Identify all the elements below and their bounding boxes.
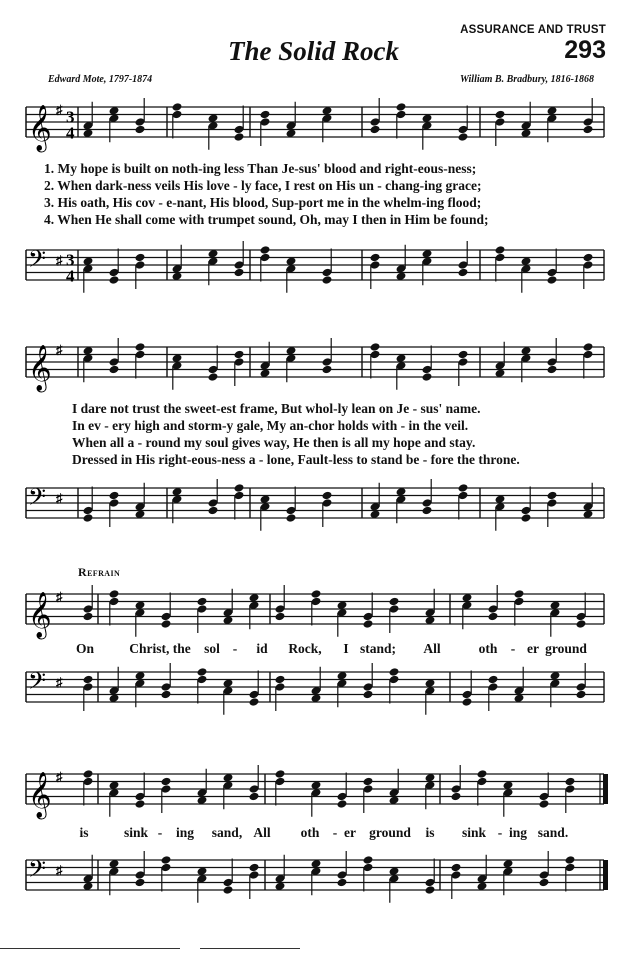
lyric-word: oth: [478, 641, 498, 656]
note-head: [337, 799, 348, 809]
note-head: [495, 245, 506, 255]
note-head: [370, 125, 381, 135]
note-head: [521, 513, 532, 523]
verse-3-line: 3. His oath, His cov - e-nant, His blood, Sup-port me in the whelm-ing flood;: [44, 195, 482, 210]
lyric-word: sink: [461, 825, 487, 840]
verse-2-line-b: In ev - ery high and storm-y gale, My an-chor holds with - in the veil.: [72, 418, 469, 433]
staff-treble-1: [0, 95, 640, 155]
hymn-category: ASSURANCE AND TRUST: [460, 24, 606, 36]
note-head: [547, 365, 558, 375]
key-signature-sharp-icon: ♯: [56, 252, 63, 268]
footer-rule-right: [200, 948, 300, 949]
note-head: [109, 589, 120, 599]
note-head: [197, 597, 208, 607]
note-head: [161, 855, 172, 865]
lyric-word: ing: [175, 825, 195, 840]
refrain-lyrics-line-2: [0, 825, 640, 845]
note-head: [583, 342, 594, 352]
note-head: [135, 125, 146, 135]
note-head: [249, 697, 260, 707]
footer-rule-left: [0, 948, 180, 949]
note-head: [389, 667, 400, 677]
bass-clef-icon: 𝄢: [28, 244, 47, 278]
staff-treble-3: [0, 582, 640, 642]
note-head: [83, 612, 94, 622]
composer-credit: William B. Bradbury, 1816-1868: [460, 74, 594, 85]
note-head: [275, 612, 286, 622]
verse-3-line-b: When all a - round my soul gives way, He then is all my hope and stay.: [72, 435, 476, 450]
lyric-word: -: [232, 641, 238, 656]
note-head: [451, 792, 462, 802]
note-head: [458, 483, 469, 493]
note-head: [363, 619, 374, 629]
note-head: [286, 513, 297, 523]
key-signature-sharp-icon: ♯: [56, 490, 63, 506]
note-head: [249, 863, 260, 873]
verse-lyrics-block-2: [72, 400, 632, 468]
verse-4-line: 4. When He shall come with trumpet sound, Oh, may I then in Him be found;: [44, 212, 489, 227]
note-head: [462, 697, 473, 707]
lyric-word: Christ, the: [129, 641, 191, 656]
note-head: [161, 690, 172, 700]
note-head: [322, 491, 333, 501]
hymn-title: The Solid Rock: [228, 36, 400, 66]
treble-clef-icon: 𝄞: [28, 345, 52, 391]
verse-4-line-b: Dressed in His right-eous-ness a - lone, Fault-less to stand be - fore the throne.: [72, 452, 520, 467]
note-head: [208, 372, 219, 382]
note-head: [370, 253, 381, 263]
note-head: [109, 491, 120, 501]
note-head: [275, 769, 286, 779]
note-head: [370, 342, 381, 352]
time-signature-bottom: 4: [66, 266, 75, 286]
note-head: [389, 597, 400, 607]
verse-lyrics-block-1: [44, 160, 604, 228]
note-head: [109, 275, 120, 285]
staff-treble-2: [0, 335, 640, 395]
note-head: [234, 483, 245, 493]
note-head: [458, 132, 469, 142]
staff-bass-1: [0, 238, 640, 298]
note-head: [311, 589, 322, 599]
key-signature-sharp-icon: ♯: [56, 862, 63, 878]
staff-bass-3: [0, 660, 640, 720]
verse-1-line: 1. My hope is built on noth-ing less Than Je-sus' blood and right-eous-ness;: [44, 161, 477, 176]
key-signature-sharp-icon: ♯: [56, 674, 63, 690]
note-head: [488, 612, 499, 622]
lyric-word: I: [343, 641, 349, 656]
note-head: [135, 342, 146, 352]
note-head: [135, 878, 146, 888]
note-head: [172, 102, 183, 112]
note-head: [322, 365, 333, 375]
lyric-word: id: [256, 641, 268, 656]
treble-clef-icon: 𝄞: [28, 105, 52, 151]
refrain-lyrics-line-1: [0, 641, 640, 661]
lyric-word: -: [510, 641, 516, 656]
note-head: [547, 275, 558, 285]
treble-clef-icon: 𝄞: [28, 772, 52, 818]
final-barline: [604, 774, 608, 804]
key-signature-sharp-icon: ♯: [56, 102, 63, 117]
lyric-word: ground: [545, 641, 587, 656]
note-head: [539, 878, 550, 888]
refrain-label: Refrain: [78, 565, 121, 579]
note-head: [495, 110, 506, 120]
staff-bass-4: [0, 848, 640, 908]
note-head: [109, 365, 120, 375]
note-head: [514, 589, 525, 599]
note-head: [451, 863, 462, 873]
lyric-word: is: [79, 825, 89, 840]
note-head: [422, 506, 433, 516]
lyric-word: -: [157, 825, 163, 840]
lyric-word: er: [527, 641, 539, 656]
lyric-word: All: [253, 825, 271, 840]
note-head: [488, 675, 499, 685]
key-signature-sharp-icon: ♯: [56, 769, 63, 784]
note-head: [576, 619, 587, 629]
note-head: [396, 102, 407, 112]
lyric-word: sink: [123, 825, 149, 840]
staff-bass-2: [0, 476, 640, 536]
lyric-word: -: [497, 825, 503, 840]
note-head: [83, 513, 94, 523]
note-head: [458, 350, 469, 360]
note-head: [363, 777, 374, 787]
lyric-word: er: [344, 825, 356, 840]
note-head: [565, 855, 576, 865]
lyric-word: -: [332, 825, 338, 840]
note-head: [135, 799, 146, 809]
bass-clef-icon: 𝄢: [28, 482, 47, 516]
note-head: [197, 667, 208, 677]
note-head: [223, 885, 234, 895]
note-head: [363, 855, 374, 865]
note-head: [422, 372, 433, 382]
lyric-word: stand;: [359, 641, 397, 656]
note-head: [539, 799, 550, 809]
bass-clef-icon: 𝄢: [28, 666, 47, 700]
lyric-word: oth: [300, 825, 320, 840]
author-credit: Edward Mote, 1797-1874: [48, 74, 153, 85]
note-head: [576, 690, 587, 700]
lyric-word: sand,: [211, 825, 243, 840]
note-head: [547, 491, 558, 501]
staff-treble-4: [0, 762, 640, 822]
lyric-word: On: [75, 641, 95, 656]
note-head: [458, 268, 469, 278]
note-head: [583, 125, 594, 135]
note-head: [260, 110, 271, 120]
key-signature-sharp-icon: ♯: [56, 342, 63, 357]
note-head: [234, 268, 245, 278]
bass-clef-icon: 𝄢: [28, 854, 47, 888]
note-head: [234, 350, 245, 360]
final-barline: [604, 860, 608, 890]
note-head: [161, 777, 172, 787]
lyric-word: sand.: [537, 825, 569, 840]
note-head: [208, 506, 219, 516]
lyric-word: ground: [369, 825, 411, 840]
note-head: [337, 878, 348, 888]
note-head: [322, 275, 333, 285]
time-signature-bottom: 4: [66, 123, 75, 143]
note-head: [135, 253, 146, 263]
note-head: [363, 690, 374, 700]
note-head: [565, 777, 576, 787]
key-signature-sharp-icon: ♯: [56, 589, 63, 604]
lyric-word: ing: [508, 825, 528, 840]
lyric-word: sol: [204, 641, 220, 656]
note-head: [249, 792, 260, 802]
note-head: [83, 675, 94, 685]
verse-1-line-b: I dare not trust the sweet-est frame, But whol-ly lean on Je - sus' name.: [72, 401, 481, 416]
note-head: [161, 619, 172, 629]
treble-clef-icon: 𝄞: [28, 592, 52, 638]
lyric-word: is: [425, 825, 435, 840]
note-head: [260, 245, 271, 255]
hymn-number: 293: [564, 36, 606, 64]
time-signature-top: 3: [66, 107, 75, 127]
note-head: [477, 769, 488, 779]
verse-2-line: 2. When dark-ness veils His love - ly face, I rest on His un - chang-ing grace;: [44, 178, 482, 193]
note-head: [425, 885, 436, 895]
lyric-word: All: [423, 641, 441, 656]
note-head: [275, 675, 286, 685]
time-signature-top: 3: [66, 250, 75, 270]
note-head: [234, 132, 245, 142]
note-head: [83, 769, 94, 779]
lyric-word: Rock,: [288, 641, 322, 656]
note-head: [583, 253, 594, 263]
